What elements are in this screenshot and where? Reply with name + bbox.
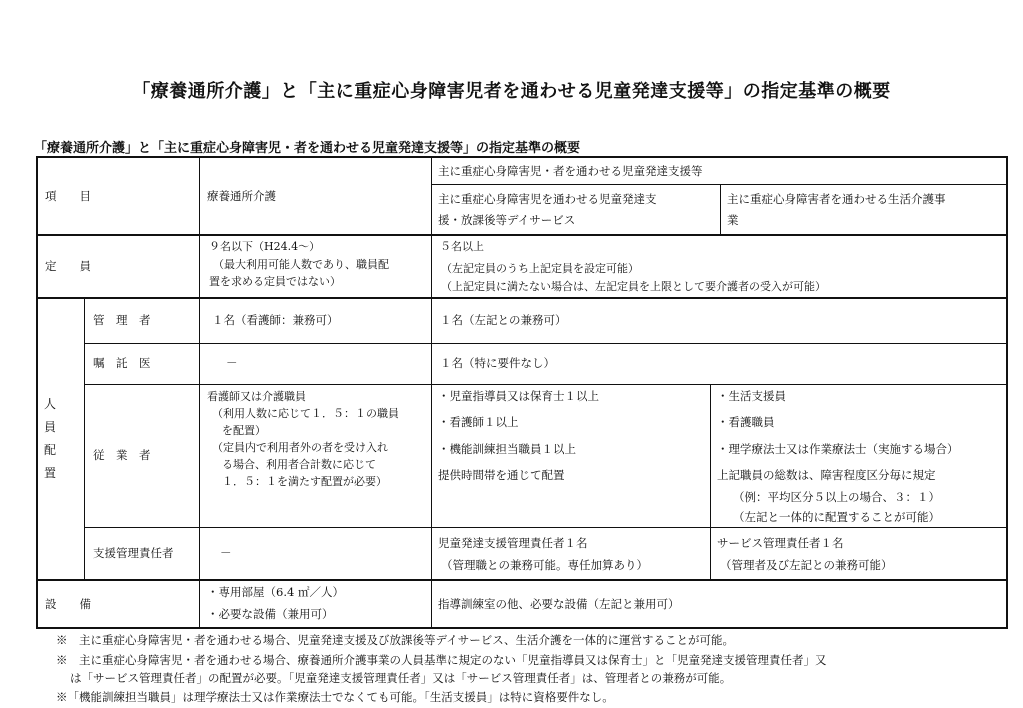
kanri-other: １名（左記との兼務可） bbox=[440, 313, 567, 327]
jugyo-ryoyo-line4: （定員内で利用者外の者を受け入れ bbox=[212, 441, 388, 454]
jugyo-ryoyo-line6: １．５：１を満たす配置が必要） bbox=[222, 475, 387, 488]
header-child-line2: 援・放課後等デイサービス bbox=[438, 213, 576, 227]
header-group: 主に重症心身障害児・者を通わせる児童発達支援等 bbox=[438, 164, 703, 178]
header-adult-line1: 主に重症心身障害者を通わせる生活介護事 bbox=[727, 192, 946, 206]
jinin-label: 人 員 配 置 bbox=[43, 397, 56, 480]
jugyo-child-line4: 提供時間帯を通じて配置 bbox=[438, 468, 565, 482]
jugyo-label: 従 業 者 bbox=[93, 448, 151, 462]
kanri-label: 管 理 者 bbox=[93, 313, 151, 327]
shokui-ryoyo: － bbox=[226, 356, 238, 370]
jugyo-ryoyo-line5: る場合、利用者合計数に応じて bbox=[222, 458, 376, 471]
teiin-ryoyo-line1: ９名以下（H24.4～） bbox=[209, 240, 321, 253]
note-2-line1: ※ 主に重症心身障害児・者を通わせる場合、療養通所介護事業の人員基準に規定のない「児童指導員又は保育士」と「児童発達支援管理責任者」又 bbox=[56, 653, 827, 667]
page-title: 「療養通所介護」と「主に重症心身障害児者を通わせる児童発達支援等」の指定基準の概要 bbox=[132, 81, 891, 102]
setsubi-label: 設 備 bbox=[45, 597, 91, 611]
jugyo-adult-line6: （左記と一体的に配置することが可能） bbox=[733, 510, 940, 524]
teiin-other-line3: （上記定員に満たない場合は、左記定員を上限として要介護者の受入が可能） bbox=[441, 280, 826, 293]
teiin-ryoyo-line2: （最大利用可能人数であり、職員配 bbox=[213, 258, 389, 271]
jugyo-child-line3: ・機能訓練担当職員１以上 bbox=[438, 442, 576, 456]
jugyo-ryoyo-line2: （利用人数に応じて１．５：１の職員 bbox=[212, 407, 399, 420]
jugyo-adult-line4: 上記職員の総数は、障害程度区分毎に規定 bbox=[717, 468, 936, 482]
shien-child-line1: 児童発達支援管理責任者１名 bbox=[438, 536, 588, 550]
shien-adult-line2: （管理者及び左記との兼務可能） bbox=[720, 558, 893, 572]
jugyo-ryoyo-line1: 看護師又は介護職員 bbox=[207, 390, 306, 403]
shokui-label: 嘱 託 医 bbox=[93, 356, 151, 370]
teiin-other-line2: （左記定員のうち上記定員を設定可能） bbox=[441, 262, 639, 275]
header-child-line1: 主に重症心身障害児を通わせる児童発達支 bbox=[438, 192, 657, 206]
kanri-ryoyo: １名（看護師：兼務可） bbox=[212, 313, 339, 327]
header-adult-line2: 業 bbox=[727, 213, 739, 227]
shien-child-line2: （管理職との兼務可能。専任加算あり） bbox=[441, 558, 648, 572]
setsubi-ryoyo-line1: ・専用部屋（6.4 ㎡／人） bbox=[207, 585, 344, 599]
teiin-other-line1: ５名以上 bbox=[440, 240, 484, 253]
setsubi-other: 指導訓練室の他、必要な設備（左記と兼用可） bbox=[438, 597, 680, 611]
shien-ryoyo: － bbox=[220, 546, 232, 560]
shien-adult-line1: サービス管理責任者１名 bbox=[717, 536, 844, 550]
jugyo-child-line2: ・看護師１以上 bbox=[438, 415, 519, 429]
table-caption: 「療養通所介護」と「主に重症心身障害児・者を通わせる児童発達支援等」の指定基準の概要 bbox=[34, 141, 581, 156]
teiin-label: 定 員 bbox=[45, 259, 91, 273]
shokui-other: １名（特に要件なし） bbox=[440, 356, 555, 370]
teiin-ryoyo-line3: 置を求める定員ではない） bbox=[209, 275, 341, 288]
jugyo-adult-line5: （例：平均区分５以上の場合、３：１） bbox=[733, 490, 940, 504]
note-2-line2: は「サービス管理責任者」の配置が必要。「児童発達支援管理責任者」又は「サービス管理責任者」は、管理者との兼務が可能。 bbox=[70, 671, 732, 685]
header-item: 項 目 bbox=[45, 189, 91, 203]
setsubi-ryoyo-line2: ・必要な設備（兼用可） bbox=[207, 607, 334, 621]
note-3: ※「機能訓練担当職員」は理学療法士又は作業療法士でなくても可能。「生活支援員」は特に資格要件なし。 bbox=[56, 690, 614, 704]
note-1: ※ 主に重症心身障害児・者を通わせる場合、児童発達支援及び放課後等デイサービス、生活介護を一体的に運営することが可能。 bbox=[56, 633, 735, 647]
header-ryoyo: 療養通所介護 bbox=[207, 189, 276, 203]
jugyo-ryoyo-line3: を配置） bbox=[222, 424, 266, 437]
jugyo-adult-line1: ・生活支援員 bbox=[717, 389, 786, 403]
jugyo-child-line1: ・児童指導員又は保育士１以上 bbox=[438, 389, 599, 403]
jugyo-adult-line2: ・看護職員 bbox=[717, 415, 775, 429]
jugyo-adult-line3: ・理学療法士又は作業療法士（実施する場合） bbox=[717, 442, 959, 456]
shien-label: 支援管理責任者 bbox=[93, 546, 174, 560]
